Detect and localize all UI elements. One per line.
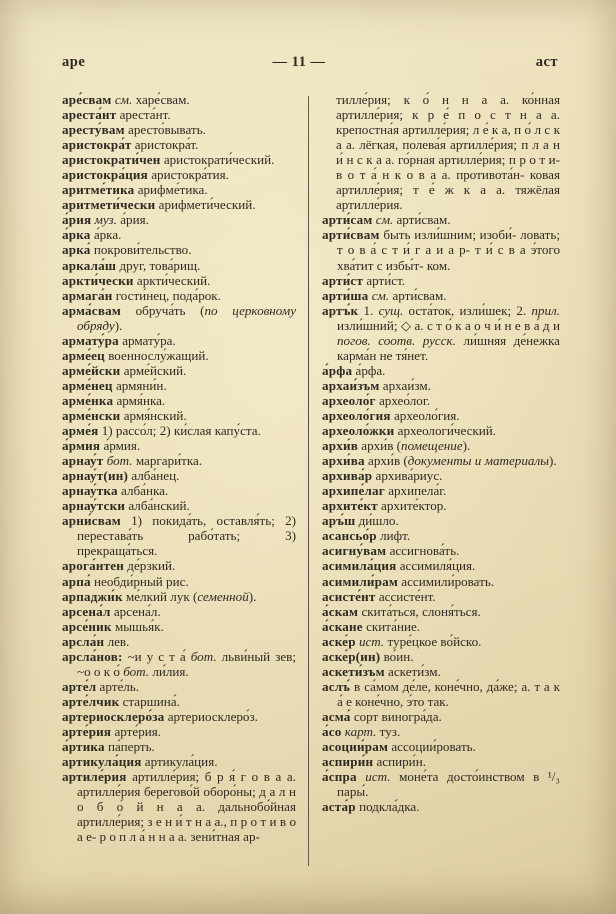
dictionary-entry: а́спра ист. моне́та досто́инством в ¹/₃ пары́. (322, 769, 560, 800)
headword: армату́ра (62, 332, 119, 348)
dictionary-entry: арте́лчик старшина́. (62, 693, 180, 709)
dictionary-entry: аресту́вам аресто́вывать. (62, 122, 206, 138)
headword: арма́свам (62, 302, 121, 318)
dictionary-entry: археоло́жки археологи́ческий. (322, 423, 497, 439)
headword: асимили́рам (322, 573, 399, 589)
dictionary-entry: а́рфа а́рфа. (322, 362, 386, 378)
headword: аре́свам (62, 92, 112, 107)
headword: а́рка (62, 227, 91, 243)
headword: а́спра (322, 769, 357, 785)
dictionary-entry: арме́нец армяни́н. (62, 377, 167, 393)
dictionary-entry: аслъ́ в са́мом де́ле, коне́чно, да́же; а. т а к а́ е коне́чно, э́то так. (322, 678, 560, 709)
headword: арти́ша (322, 287, 369, 303)
headword: аста́р (322, 799, 356, 815)
headword: асоции́рам (322, 739, 389, 755)
dictionary-entry: асисте́нт ассисте́нт. (322, 588, 436, 604)
headword: а́скане (322, 618, 363, 634)
headword: аскети́зъм (322, 663, 385, 679)
headword: архива́р (322, 468, 373, 484)
headword: артикула́ция (62, 754, 142, 770)
dictionary-entry: архаи́зъм архаи́зм. (322, 377, 431, 393)
running-head (62, 54, 558, 71)
dictionary-entry: арти́ша см. арти́свам. (322, 287, 447, 303)
headword: архите́кт (322, 498, 378, 514)
dictionary-entry: арнау́т(ин) алба́нец. (62, 468, 180, 484)
dictionary-entry: аритмети́чески арифмети́ческий. (62, 197, 256, 213)
dictionary-entry: архипе́лаг архипела́г. (322, 483, 447, 499)
dictionary-entry: арме́я 1) рассо́л; 2) ки́слая капу́ста. (62, 423, 261, 439)
headword: архи́ва (322, 453, 365, 469)
headword: асма́ (322, 708, 351, 724)
dictionary-entry: арсе́ник мышья́к. (62, 618, 164, 634)
dictionary-entry: асимила́ция ассимиля́ция. (322, 558, 476, 574)
dictionary-entry: а́скам скита́ться, слоня́ться. (322, 603, 481, 619)
dictionary-entry: археоло́гия археоло́гия. (322, 407, 460, 423)
dictionary-entry: арпаджи́к ме́лкий лук (семенной). (62, 588, 257, 604)
dictionary-entry: артиле́рия артилле́рия; б р я́ г о в а а. артилле́рия берегово́й оборо́ны; д а л н о б о́ й н а а. дальнобо́йная артилле́рия; з е н и́ т н а а., п р о т и в о а е- р о п л а́ н н а а. зени́тная ар- (62, 769, 296, 845)
dictionary-entry: аске́р ист. туре́цкое во́йско. (322, 633, 482, 649)
dictionary-entry: арога́нтен де́рзкий. (62, 558, 176, 574)
dictionary-entry: архива́р архива́риус. (322, 468, 443, 484)
headword: аске́р (322, 633, 356, 649)
headword: аритме́тика (62, 182, 135, 198)
headword: аслъ́ (322, 678, 351, 694)
dictionary-entry: арте́л арте́ль. (62, 678, 140, 694)
headword: асансьо́р (322, 528, 377, 544)
headword: а́рмия (62, 438, 101, 454)
dictionary-entry: аристократи́чен аристократи́ческий. (62, 152, 275, 168)
headword: артиле́рия (62, 769, 127, 785)
headword: арти́сам (322, 212, 373, 228)
dictionary-entry: арсла́н лев. (62, 633, 130, 649)
headword: арнау́тка (62, 483, 118, 499)
headword: ареста́нт (62, 107, 117, 123)
dictionary-entry: артериосклеро́за артериосклеро́з. (62, 708, 258, 724)
dictionary-entry: аспири́н аспири́н. (322, 754, 426, 770)
guide-word-right: аст (535, 54, 558, 70)
headword: артериосклеро́за (62, 708, 165, 724)
headword: арпа́ (62, 573, 91, 589)
headword: аске́р(ин) (322, 648, 381, 664)
headword: аръ́ш (322, 513, 356, 529)
headword: арме́йски (62, 362, 121, 378)
dictionary-entry: арсена́л арсена́л. (62, 603, 161, 619)
headword: арме́нец (62, 377, 113, 393)
dictionary-entry: армату́ра армату́ра. (62, 332, 176, 348)
headword: арога́нтен (62, 558, 125, 574)
dictionary-entry: аръ́ш ди́шло. (322, 513, 399, 529)
dictionary-entry: а́со карт. туз. (322, 723, 401, 739)
dictionary-entry: аркала́ш друг, това́рищ. (62, 257, 201, 273)
headword: арсла́нов: (62, 648, 123, 664)
dictionary-entry: асимили́рам ассимили́ровать. (322, 573, 495, 589)
dictionary-entry: архите́кт архите́ктор. (322, 498, 447, 514)
page-number: — 11 — (272, 54, 326, 70)
headword: арпаджи́к (62, 588, 123, 604)
headword: аристокра́т (62, 137, 132, 153)
headword: асисте́нт (322, 588, 376, 604)
dictionary-entry: а́рия муз. а́рия. (62, 212, 149, 228)
dictionary-entry: а́рка а́рка. (62, 227, 122, 243)
dictionary-entry: арка́ покрови́тельство. (62, 242, 192, 258)
headword: археоло́г (322, 392, 376, 408)
headword: арни́свам (62, 513, 121, 529)
dictionary-entry: арнау́тски алба́нский. (62, 498, 190, 514)
dictionary-entry: армага́н гости́нец, пода́рок. (62, 287, 221, 303)
dictionary-entry: архи́ва архи́в (документы и материалы). (322, 453, 557, 469)
dictionary-entry: а́скане скита́ние. (322, 618, 421, 634)
dictionary-entry: арнау́тка алба́нка. (62, 483, 169, 499)
dictionary-entry: арнау́т бот. маргари́тка. (62, 453, 203, 469)
dictionary-entry: арме́нски армя́нский. (62, 407, 187, 423)
dictionary-entry: аристокра́ция аристокра́тия. (62, 167, 229, 183)
headword: арти́ст (322, 272, 364, 288)
headword: арме́ец (62, 347, 105, 363)
dictionary-entry: арти́ст арти́ст. (322, 272, 406, 288)
dictionary-entry: археоло́г архео́лог. (322, 392, 430, 408)
column-left (62, 92, 296, 884)
headword: аркала́ш (62, 257, 117, 273)
dictionary-entry: артикула́ция артикула́ция. (62, 754, 218, 770)
headword: аркти́чески (62, 272, 134, 288)
headword: артъ́к (322, 302, 359, 318)
dictionary-entry: арте́рия арте́рия. (62, 723, 162, 739)
headword: арнау́т (62, 453, 104, 469)
dictionary-entry: арпа́ необди́рный рис. (62, 573, 189, 589)
dictionary-entry: аркти́чески аркти́ческий. (62, 272, 211, 288)
dictionary-entry: арме́нка армя́нка. (62, 392, 166, 408)
dictionary-entry: аста́р подкла́дка. (322, 799, 420, 815)
headword: арсла́н (62, 633, 105, 649)
dictionary-entry: арма́свам обруча́ть (по церковному обряду). (62, 302, 296, 333)
dictionary-entry: тилле́рия; к о́ н н а а. ко́нная артилле́рия; к р е́ п о с т н а а. крепостна́я артилле́рия; л е́ к а, п о́ л с к а а. лёгкая, полева́я артилле́рия; п л а н и́ н с к а а. го́рная артилле́рия; п р о т и- в о т а́ н к о в а а. противота́н- ковая артилле́рия; т е́ ж к а а. тяжёлая артилле́рия. (336, 92, 560, 213)
dictionary-entry: ареста́нт ареста́нт. (62, 107, 171, 123)
dictionary-entry: аскети́зъм аскети́зм. (322, 663, 441, 679)
headword: асимила́ция (322, 558, 397, 574)
dictionary-entry: аске́р(ин) во́ин. (322, 648, 414, 664)
headword: асигну́вам (322, 543, 387, 559)
headword: арти́свам (322, 227, 380, 243)
headword: аритмети́чески (62, 197, 156, 213)
headword: археоло́гия (322, 407, 391, 423)
dictionary-entry: арти́свам быть изли́шним; изоби́- ловать; т о в а́ с т и́ г а и а р- т и́ с в а э́того хва́тит с избы́т- ком. (322, 227, 560, 273)
headword: а́рфа (322, 362, 353, 378)
headword: а́рия (62, 212, 92, 228)
dictionary-entry: арме́ец военнослу́жащий. (62, 347, 209, 363)
headword: армага́н (62, 287, 113, 303)
dictionary-entry: аристокра́т аристокра́т. (62, 137, 199, 153)
column-right (322, 92, 560, 884)
headword: а́ртика (62, 739, 105, 755)
headword: арсена́л (62, 603, 111, 619)
guide-word-left: аре (62, 54, 86, 70)
dictionary-entry: а́ртика па́перть. (62, 739, 155, 755)
headword: арнау́т(ин) (62, 468, 129, 484)
dictionary-entry: артъ́к 1. сущ. оста́ток, изли́шек; 2. прил. изли́шний; ◇ а. с т о́ к а о ч и́ н е в а́ д и погов. соотв. русск. ли́шняя де́нежка карма́н не тя́нет. (322, 302, 560, 363)
headword: а́со (322, 723, 342, 739)
dictionary-entry: асма́ сорт виногра́да. (322, 708, 442, 724)
headword: аристокра́ция (62, 167, 148, 183)
column-divider (308, 96, 309, 866)
headword: а́скам (322, 603, 359, 619)
dictionary-entry: аре́свам см. харе́свам. (62, 92, 190, 107)
headword: арте́рия (62, 723, 112, 739)
dictionary-entry: а́рмия а́рмия. (62, 438, 141, 454)
headword: арме́нски (62, 407, 121, 423)
dictionary-entry: аритме́тика арифме́тика. (62, 182, 208, 198)
headword: арме́я (62, 423, 99, 439)
dictionary-entry: арти́сам см. арти́свам. (322, 212, 451, 228)
headword: арме́нка (62, 392, 114, 408)
headword: арнау́тски (62, 498, 126, 514)
headword: аристократи́чен (62, 152, 161, 168)
dictionary-entry: асансьо́р лифт. (322, 528, 411, 544)
headword: архаи́зъм (322, 377, 380, 393)
dictionary-entry: арме́йски арме́йский. (62, 362, 187, 378)
headword: аресту́вам (62, 122, 125, 138)
dictionary-entry: архи́в архи́в (помещение). (322, 438, 471, 454)
headword: аспири́н (322, 754, 374, 770)
dictionary-entry: арни́свам 1) покида́ть, оставля́ть; 2) перестава́ть рабо́тать; 3) прекраща́ться. (62, 513, 296, 559)
headword: арте́лчик (62, 693, 120, 709)
headword: арте́л (62, 678, 97, 694)
dictionary-entry: арсла́нов: ~и у с т а́ бот. льви́ный зев; ~о о к о́ бот. ли́лия. (62, 648, 296, 679)
headword: архи́в (322, 438, 358, 454)
dictionary-entry: асоции́рам ассоции́ровать. (322, 739, 476, 755)
headword: арсе́ник (62, 618, 112, 634)
headword: археоло́жки (322, 423, 395, 439)
headword: арка́ (62, 242, 91, 258)
headword: архипе́лаг (322, 483, 385, 499)
dictionary-entry: асигну́вам ассигнова́ть. (322, 543, 460, 559)
